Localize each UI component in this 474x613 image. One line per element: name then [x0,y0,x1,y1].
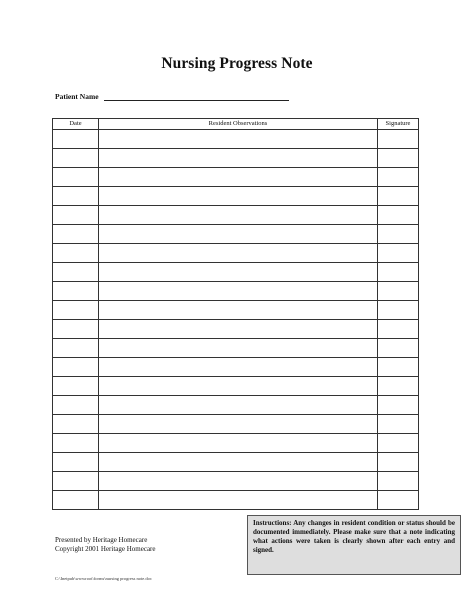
signature-cell[interactable] [378,472,419,491]
progress-note-table [52,118,419,510]
date-cell[interactable] [53,396,99,415]
date-cell[interactable] [53,282,99,301]
signature-cell[interactable] [378,320,419,339]
date-cell[interactable] [53,206,99,225]
observation-cell[interactable] [99,472,378,491]
table-row [53,377,419,396]
table-row [53,491,419,510]
table-row [53,320,419,339]
observation-cell[interactable] [99,491,378,510]
signature-cell[interactable] [378,263,419,282]
observation-cell[interactable] [99,263,378,282]
date-cell[interactable] [53,301,99,320]
signature-cell[interactable] [378,415,419,434]
date-cell[interactable] [53,130,99,149]
table-row [53,453,419,472]
observation-cell[interactable] [99,282,378,301]
patient-name-field [55,92,289,101]
presented-by-text: Presented by Heritage Homecare [55,536,148,544]
signature-cell[interactable] [378,358,419,377]
table-row [53,130,419,149]
date-cell[interactable] [53,263,99,282]
table-row [53,225,419,244]
table-header-row [53,119,419,130]
date-cell[interactable] [53,434,99,453]
page-title: Nursing Progress Note [161,55,313,72]
copyright-text: Copyright 2001 Heritage Homecare [55,545,156,553]
date-cell[interactable] [53,358,99,377]
table-row [53,168,419,187]
date-cell[interactable] [53,339,99,358]
table-row [53,149,419,168]
signature-cell[interactable] [378,206,419,225]
date-cell[interactable] [53,320,99,339]
table-row [53,187,419,206]
date-cell[interactable] [53,453,99,472]
signature-cell[interactable] [378,491,419,510]
observation-cell[interactable] [99,130,378,149]
table-row [53,358,419,377]
date-cell[interactable] [53,415,99,434]
table-row [53,339,419,358]
date-cell[interactable] [53,491,99,510]
date-cell[interactable] [53,168,99,187]
instructions-box: Instructions: Any changes in resident condition or status should be documented immediately. Please make sure that a note indicating what actions were taken is clearly shown after each entry and signed. [247,515,461,575]
observation-cell[interactable] [99,301,378,320]
signature-cell[interactable] [378,282,419,301]
observation-cell[interactable] [99,320,378,339]
signature-cell[interactable] [378,130,419,149]
patient-name-blank-line[interactable] [104,92,289,101]
table-row [53,472,419,491]
observation-cell[interactable] [99,225,378,244]
table-row [53,244,419,263]
signature-cell[interactable] [378,396,419,415]
date-cell[interactable] [53,472,99,491]
file-path-text: C:\Inetpub\wwwroot\forms\nursing progress note.doc [55,576,152,581]
date-cell[interactable] [53,244,99,263]
observation-cell[interactable] [99,339,378,358]
date-cell[interactable] [53,149,99,168]
signature-cell[interactable] [378,225,419,244]
observation-cell[interactable] [99,149,378,168]
observation-cell[interactable] [99,434,378,453]
table-row [53,263,419,282]
date-cell[interactable] [53,377,99,396]
signature-cell[interactable] [378,301,419,320]
signature-cell[interactable] [378,187,419,206]
observations-column-header: Resident Observations [99,119,378,130]
signature-column-header: Signature [378,119,419,130]
signature-cell[interactable] [378,434,419,453]
signature-cell[interactable] [378,244,419,263]
table-row [53,396,419,415]
patient-name-label: Patient Name [55,92,99,101]
observation-cell[interactable] [99,396,378,415]
observation-cell[interactable] [99,377,378,396]
presented-by-block [55,536,156,554]
signature-cell[interactable] [378,149,419,168]
table-row [53,415,419,434]
signature-cell[interactable] [378,377,419,396]
table-row [53,301,419,320]
table-row [53,206,419,225]
date-column-header: Date [53,119,99,130]
observation-cell[interactable] [99,358,378,377]
observation-cell[interactable] [99,168,378,187]
signature-cell[interactable] [378,453,419,472]
signature-cell[interactable] [378,168,419,187]
table-row [53,282,419,301]
observation-cell[interactable] [99,244,378,263]
observation-cell[interactable] [99,187,378,206]
table-body [53,130,419,510]
date-cell[interactable] [53,225,99,244]
observation-cell[interactable] [99,453,378,472]
observation-cell[interactable] [99,415,378,434]
signature-cell[interactable] [378,339,419,358]
date-cell[interactable] [53,187,99,206]
observation-cell[interactable] [99,206,378,225]
table-row [53,434,419,453]
